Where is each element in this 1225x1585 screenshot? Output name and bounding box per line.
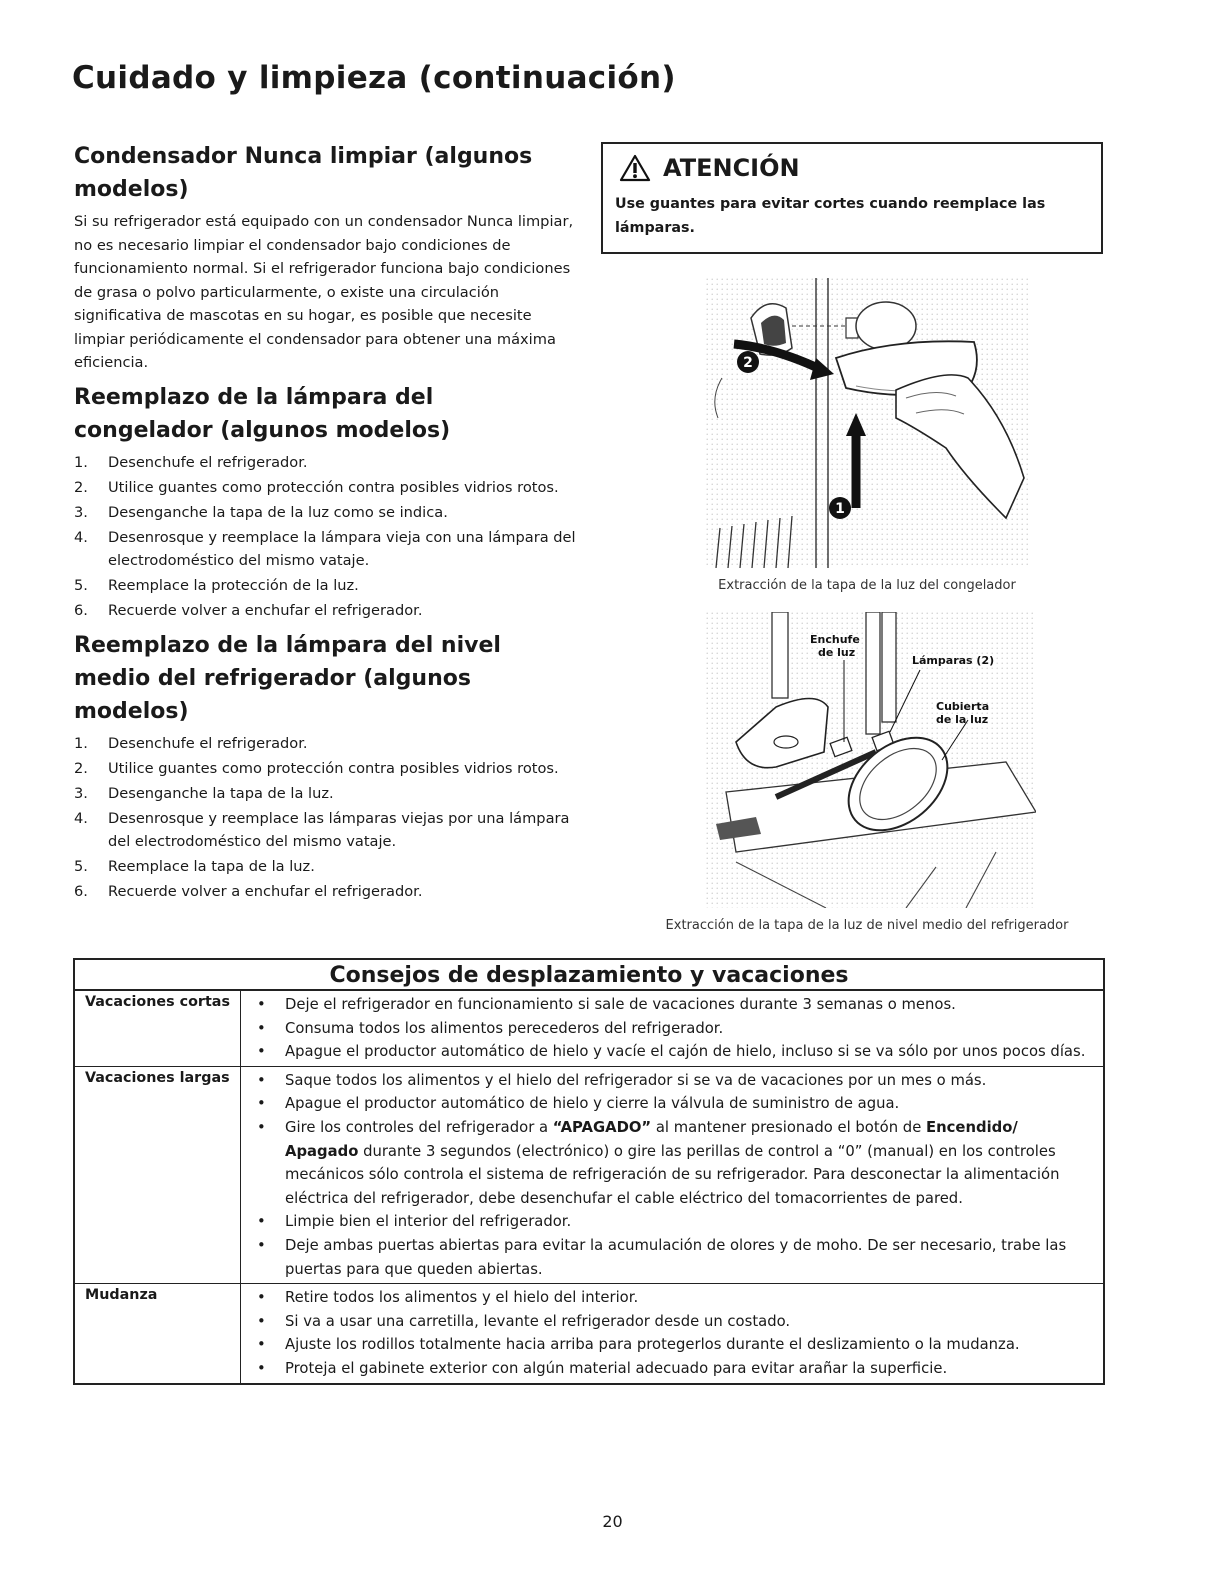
step-text: Utilice guantes como protección contra posibles vidrios rotos. [108, 478, 559, 496]
table-row [75, 1284, 1103, 1382]
row-label: Vacaciones largas [75, 1067, 241, 1283]
freezer-lamp-steps [74, 451, 578, 623]
freezer-lamp-heading: Reemplazo de la lámpara del congelador (algunos modelos) [74, 384, 451, 443]
list-item: • Apague el productor automático de hielo y cierre la válvula de suministro de agua. [241, 1092, 1093, 1116]
mid-lamp-figure [706, 612, 1036, 908]
step-item [74, 732, 578, 756]
caution-box [601, 142, 1103, 254]
freezer-lamp-section [74, 381, 578, 623]
label-cover-line1: Cubierta [936, 700, 990, 713]
step-text: Reemplace la protección de la luz. [108, 577, 359, 594]
page-number: 20 [602, 1512, 623, 1531]
tips-list [241, 1067, 1103, 1283]
list-item: • Proteja el gabinete exterior con algún material adecuado para evitar arañar la superficie. [241, 1357, 1093, 1381]
step-number: 2. [74, 759, 88, 777]
label-cover-line2: de la luz [936, 713, 989, 726]
step-text: Recuerde volver a enchufar el refrigerador. [108, 602, 423, 619]
label-socket-line1: Enchufe [810, 633, 860, 646]
step-text: Desenrosque y reemplace la lámpara vieja con una lámpara del electrodoméstico del mismo vataje. [108, 528, 576, 569]
table-row [75, 1067, 1103, 1284]
label-socket-line2: de luz [818, 646, 856, 659]
step-number: 2. [74, 478, 88, 496]
mid-lamp-section [74, 629, 578, 904]
step-number: 5. [74, 577, 88, 594]
mid-lamp-heading: Reemplazo de la lámpara del nivel medio del refrigerador (algunos modelos) [74, 632, 501, 724]
list-item: • Deje el refrigerador en funcionamiento si sale de vacaciones durante 3 semanas o menos. [241, 993, 1093, 1017]
step-number: 6. [74, 602, 88, 619]
step-text: Utilice guantes como protección contra posibles vidrios rotos. [108, 759, 559, 777]
label-lamps: Lámparas (2) [912, 654, 995, 667]
list-item: • Consuma todos los alimentos perecederos del refrigerador. [241, 1017, 1093, 1041]
mid-lamp-steps [74, 732, 578, 904]
step-text: Recuerde volver a enchufar el refrigerador. [108, 883, 423, 900]
step-text: Desenganche la tapa de la luz como se indica. [108, 503, 448, 521]
step-number: 1. [74, 734, 88, 752]
caution-text: Use guantes para evitar cortes cuando reemplace las lámparas. [615, 196, 1046, 236]
caution-header [619, 154, 1089, 182]
item-text: al mantener presionado el botón de [651, 1118, 926, 1136]
step-text: Desenganche la tapa de la luz. [108, 784, 334, 802]
list-item [241, 1116, 1093, 1210]
step-item [74, 476, 578, 500]
caution-heading: ATENCIÓN [663, 154, 800, 182]
step-item [74, 574, 578, 598]
condenser-section [74, 140, 578, 375]
left-column [74, 140, 578, 910]
list-item: • Saque todos los alimentos y el hielo del refrigerador si se va de vacaciones por un mes o más. [241, 1069, 1093, 1093]
step-item [74, 782, 578, 806]
item-text: durante 3 segundos (electrónico) o gire las perillas de control a “0” (manual) en los controles mecánicos sólo controla el sistema de refrigeración de su refrigerador. Para desconectar la alimentación eléctrica del refrigerador, debe desenchufar el cable eléctrico del tomacorrientes de pared. [285, 1142, 1060, 1207]
svg-text:1: 1 [835, 501, 845, 517]
list-item: • Limpie bien el interior del refrigerador. [241, 1210, 1093, 1234]
figure-caption: Extracción de la tapa de la luz del congelador [718, 578, 1016, 593]
step-item [74, 855, 578, 879]
list-item: • Deje ambas puertas abiertas para evitar la acumulación de olores y de moho. De ser necesario, trabe las puertas para que queden abiertas. [241, 1234, 1093, 1281]
step-item [74, 807, 578, 854]
item-bold-power: Encendido/ Apagado [285, 1118, 1018, 1160]
svg-text:2: 2 [743, 355, 753, 371]
step-number: 3. [74, 503, 88, 521]
step-number: 6. [74, 883, 88, 900]
step-item [74, 451, 578, 475]
row-label: Mudanza [75, 1284, 241, 1382]
step-number: 5. [74, 858, 88, 875]
table-row [75, 991, 1103, 1067]
list-item: • Si va a usar una carretilla, levante el refrigerador desde un costado. [241, 1310, 1093, 1334]
step-item [74, 501, 578, 525]
step-text: Desenchufe el refrigerador. [108, 734, 308, 752]
step-text: Desenrosque y reemplace las lámparas viejas por una lámpara del electrodoméstico del mismo vataje. [108, 809, 570, 850]
row-label: Vacaciones cortas [75, 991, 241, 1066]
step-item [74, 599, 578, 623]
tips-title: Consejos de desplazamiento y vacaciones [75, 960, 1103, 991]
step-number: 3. [74, 784, 88, 802]
step-item [74, 526, 578, 573]
list-item: • Ajuste los rodillos totalmente hacia arriba para protegerlos durante el deslizamiento o la mudanza. [241, 1333, 1093, 1357]
step-marker-2 [737, 351, 759, 373]
item-text: Gire los controles del refrigerador a [285, 1118, 553, 1136]
step-text: Reemplace la tapa de la luz. [108, 858, 315, 875]
step-number: 4. [74, 809, 88, 827]
step-marker-1 [829, 497, 851, 519]
step-item [74, 880, 578, 904]
figure-caption: Extracción de la tapa de la luz de nivel medio del refrigerador [665, 918, 1069, 933]
list-item: • Apague el productor automático de hielo y vacíe el cajón de hielo, incluso si se va sólo por unos pocos días. [241, 1040, 1093, 1064]
warning-triangle-icon [619, 154, 651, 182]
tips-list [241, 991, 1103, 1066]
condenser-heading: Condensador Nunca limpiar (algunos modelos) [74, 144, 533, 202]
list-item: • Retire todos los alimentos y el hielo del interior. [241, 1286, 1093, 1310]
step-number: 4. [74, 528, 88, 546]
item-bold-off: “APAGADO” [552, 1118, 652, 1136]
tips-table [73, 958, 1105, 1385]
page-title: Cuidado y limpieza (continuación) [72, 60, 676, 96]
step-number: 1. [74, 453, 88, 471]
step-item [74, 757, 578, 781]
freezer-lamp-figure [706, 278, 1028, 568]
tips-list [241, 1284, 1103, 1382]
condenser-body: Si su refrigerador está equipado con un condensador Nunca limpiar, no es necesario limpiar el condensador bajo condiciones de funcionamiento normal. Si el refrigerador funciona bajo condiciones de grasa o polvo particularmente, o existe una circulación significativa de mascotas en su hogar, es posible que necesite limpiar periódicamente el condensador para obtener una máxima eficiencia. [74, 213, 574, 371]
step-text: Desenchufe el refrigerador. [108, 453, 308, 471]
